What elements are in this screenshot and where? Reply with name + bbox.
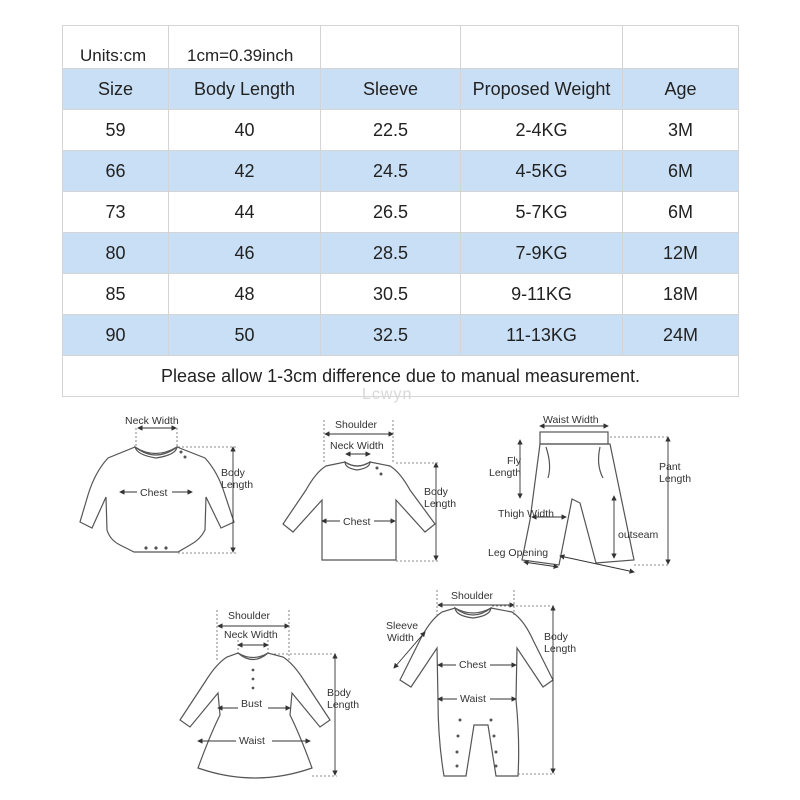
cell-weight: 2-4KG bbox=[461, 110, 623, 151]
header-age: Age bbox=[623, 69, 739, 110]
dress-neck-width-label: Neck Width bbox=[224, 629, 278, 641]
units-label: Units:cm bbox=[63, 26, 169, 69]
bodysuit-diagram bbox=[80, 415, 253, 553]
dress-body-label: Body bbox=[327, 687, 351, 699]
cell-size: 80 bbox=[63, 233, 169, 274]
header-size: Size bbox=[63, 69, 169, 110]
cell-age: 6M bbox=[623, 192, 739, 233]
cell-age: 24M bbox=[623, 315, 739, 356]
cell-body-length: 48 bbox=[169, 274, 321, 315]
top-chest-label: Chest bbox=[343, 516, 371, 528]
bodysuit-body-label: Body bbox=[221, 467, 245, 479]
top-shoulder-label: Shoulder bbox=[335, 419, 378, 431]
romper-waist-label: Waist bbox=[460, 693, 486, 705]
cell-age: 18M bbox=[623, 274, 739, 315]
cell-weight: 7-9KG bbox=[461, 233, 623, 274]
header-sleeve: Sleeve bbox=[321, 69, 461, 110]
romper-chest-label: Chest bbox=[459, 659, 487, 671]
units-conversion: 1cm=0.39inch bbox=[169, 26, 321, 69]
cell-age: 6M bbox=[623, 151, 739, 192]
cell-sleeve: 26.5 bbox=[321, 192, 461, 233]
pants-waist-width-label: Waist Width bbox=[543, 414, 599, 426]
pants-pant-label: Pant bbox=[659, 461, 681, 473]
cell-body-length: 42 bbox=[169, 151, 321, 192]
top-length-label: Length bbox=[424, 498, 457, 510]
cell-age: 12M bbox=[623, 233, 739, 274]
cell-weight: 5-7KG bbox=[461, 192, 623, 233]
cell-body-length: 44 bbox=[169, 192, 321, 233]
romper-shoulder-label: Shoulder bbox=[451, 590, 494, 602]
cell-sleeve: 32.5 bbox=[321, 315, 461, 356]
dress-diagram bbox=[180, 610, 359, 778]
cell-sleeve: 24.5 bbox=[321, 151, 461, 192]
top-neck-width-label: Neck Width bbox=[330, 440, 384, 452]
cell-body-length: 40 bbox=[169, 110, 321, 151]
dress-length-label: Length bbox=[327, 699, 360, 711]
cell-body-length: 50 bbox=[169, 315, 321, 356]
bodysuit-length-label: Length bbox=[221, 479, 254, 491]
dress-shoulder-label: Shoulder bbox=[228, 610, 271, 622]
pants-leg-opening-label: Leg Opening bbox=[488, 547, 549, 559]
cell-age: 3M bbox=[623, 110, 739, 151]
pants-outseam-label: outseam bbox=[618, 529, 659, 541]
dress-bust-label: Bust bbox=[241, 698, 263, 710]
romper-length-label: Length bbox=[544, 643, 577, 655]
bodysuit-chest-label: Chest bbox=[140, 487, 168, 499]
romper-sleeve-width-label: Width bbox=[387, 632, 414, 644]
romper-body-label: Body bbox=[544, 631, 568, 643]
dress-waist-label: Waist bbox=[239, 735, 265, 747]
cell-body-length: 46 bbox=[169, 233, 321, 274]
cell-size: 66 bbox=[63, 151, 169, 192]
cell-sleeve: 30.5 bbox=[321, 274, 461, 315]
bodysuit-neck-width-label: Neck Width bbox=[125, 415, 179, 427]
cell-sleeve: 22.5 bbox=[321, 110, 461, 151]
header-body-length: Body Length bbox=[169, 69, 321, 110]
cell-size: 59 bbox=[63, 110, 169, 151]
cell-size: 85 bbox=[63, 274, 169, 315]
cell-size: 73 bbox=[63, 192, 169, 233]
pants-thigh-width-label: Thigh Width bbox=[498, 508, 555, 520]
cell-size: 90 bbox=[63, 315, 169, 356]
cell-sleeve: 28.5 bbox=[321, 233, 461, 274]
pants-fly-label: Fly bbox=[507, 455, 521, 467]
pants-fly-length-label: Length bbox=[489, 467, 522, 479]
pants-pant-length-label: Length bbox=[659, 473, 692, 485]
romper-sleeve-label: Sleeve bbox=[386, 620, 419, 632]
cell-weight: 11-13KG bbox=[461, 315, 623, 356]
header-proposed-weight: Proposed Weight bbox=[461, 69, 623, 110]
watermark: Lcwyn bbox=[362, 386, 413, 403]
pants-diagram bbox=[488, 414, 691, 572]
romper-diagram bbox=[386, 590, 576, 776]
measurement-note: Please allow 1-3cm difference due to manual measurement. bbox=[63, 356, 739, 397]
top-diagram bbox=[283, 419, 456, 561]
cell-weight: 4-5KG bbox=[461, 151, 623, 192]
top-body-label: Body bbox=[424, 486, 448, 498]
cell-weight: 9-11KG bbox=[461, 274, 623, 315]
